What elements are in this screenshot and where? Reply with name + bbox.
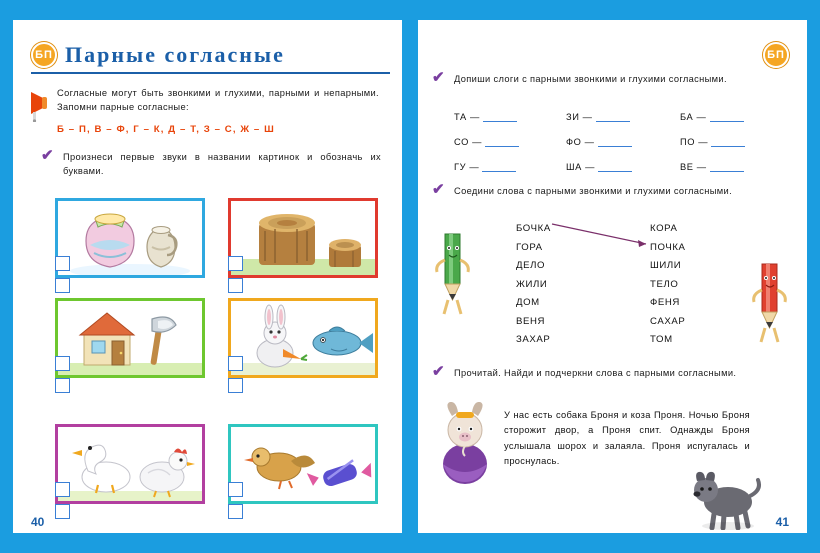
word-item[interactable]: ШИЛИ [650,260,682,271]
answer-box-3b[interactable] [55,378,70,393]
task-2 [432,69,768,86]
word-item[interactable]: ДЕЛО [516,260,546,271]
checkmark-icon: ✔ [41,147,54,164]
answer-box-4a[interactable] [228,356,243,371]
page-gutter [402,0,418,553]
answer-box-1a[interactable] [55,256,70,271]
page-number-right: 41 [775,515,789,529]
word-item[interactable]: ЗАХАР [516,334,551,345]
answer-box-5b[interactable] [55,504,70,519]
word-item[interactable]: САХАР [650,315,686,327]
syllable-blank[interactable] [710,162,744,172]
syllable-label: ФО — [566,137,595,147]
pencil-character-red [748,258,790,350]
page-number-left: 40 [31,515,45,529]
word-item[interactable]: ТЕЛО [650,278,679,290]
picture-bird-candy [228,424,378,504]
word-item[interactable]: КОРА [650,223,678,234]
word-item[interactable]: ВЕНЯ [516,315,546,327]
task-4-text: Прочитай. Найди и подчеркни слова с парными согласными. [454,368,737,378]
syllable-blank[interactable] [596,112,630,122]
word-item[interactable]: ПОЧКА [650,241,686,253]
task-1 [41,147,381,179]
syllable-blank[interactable] [598,137,632,147]
answer-box-5a[interactable] [55,482,70,497]
syllable-blank[interactable] [482,162,516,172]
story-text: У нас есть собака Броня и коза Проня. Ночью Броня сторожит двор, а Проня спит. Однажды Броня услышала шорох и залаяла. Проня испугалась и проснулась. [504,410,750,466]
syllable-2-1[interactable] [454,137,519,147]
checkmark-icon: ✔ [432,69,445,86]
answer-box-3a[interactable] [55,356,70,371]
syllable-label: ЗИ — [566,112,593,122]
word-item[interactable]: ФЕНЯ [650,297,680,308]
word-column-left [516,220,551,350]
syllable-label: ПО — [680,137,709,147]
connection-line [548,218,668,268]
syllable-label: ГУ — [454,162,480,172]
checkmark-icon: ✔ [432,181,445,198]
word-item[interactable]: БОЧКА [516,223,551,234]
picture-stump-log [228,198,378,278]
syllable-label: БА — [680,112,707,122]
task-3 [432,181,768,198]
syllable-2-3[interactable] [680,137,745,147]
page-title: Парные согласные [65,42,285,67]
page-border-left [0,0,13,553]
syllable-blank[interactable] [598,162,632,172]
pencil-character-green [432,230,472,320]
rule-block [57,86,379,115]
syllable-label: ВЕ — [680,162,707,172]
syllable-blank[interactable] [711,137,745,147]
page-border-right [807,0,820,553]
word-item[interactable]: ГОРА [516,241,543,253]
picture-house-axe [55,298,205,378]
syllable-blank[interactable] [483,112,517,122]
task-2-text: Допиши слоги с парными звонкими и глухими согласными. [454,74,727,84]
syllable-3-2[interactable] [566,162,632,172]
syllable-1-3[interactable] [680,112,744,122]
answer-box-4b[interactable] [228,378,243,393]
word-item[interactable]: ЖИЛИ [516,278,548,290]
task-4 [432,363,768,380]
syllable-label: ША — [566,162,596,172]
left-page [13,20,402,533]
syllable-1-1[interactable] [454,112,517,122]
picture-vase-pitcher [55,198,205,278]
syllable-blank[interactable] [485,137,519,147]
syllable-2-2[interactable] [566,137,632,147]
syllable-label: ТА — [454,112,480,122]
answer-box-2a[interactable] [228,256,243,271]
syllable-3-3[interactable] [680,162,744,172]
syllable-blank[interactable] [710,112,744,122]
picture-hare-fish [228,298,378,378]
word-item[interactable]: ТОМ [650,334,673,345]
logo-badge-left [31,42,57,68]
task-3-text: Соедини слова с парными звонкими и глухими согласными. [454,186,733,196]
answer-box-2b[interactable] [228,278,243,293]
paired-consonants-list: Б – П, В – Ф, Г – К, Д – Т, З – С, Ж – Ш [57,124,275,135]
syllable-3-1[interactable] [454,162,516,172]
answer-box-1b[interactable] [55,278,70,293]
picture-goose-hen [55,424,205,504]
logo-badge-text: БП [35,49,53,61]
rule-text: Согласные могут быть звонкими и глухими, парными и непарными. Запомни парные согласные: [57,88,379,113]
syllable-1-2[interactable] [566,112,630,122]
task-1-text: Произнеси первые звуки в названии картинок и обозначь их буквами. [63,152,381,177]
dog-character [690,468,764,530]
answer-box-6a[interactable] [228,482,243,497]
checkmark-icon: ✔ [432,363,445,380]
logo-badge-right [763,42,789,68]
syllable-label: СО — [454,137,483,147]
title-divider [31,72,390,74]
megaphone-icon [29,88,55,122]
logo-badge-text-right: БП [767,49,785,61]
word-item[interactable]: ДОМ [516,297,540,308]
right-page [418,20,807,533]
goat-character [434,402,496,486]
answer-box-6b[interactable] [228,504,243,519]
